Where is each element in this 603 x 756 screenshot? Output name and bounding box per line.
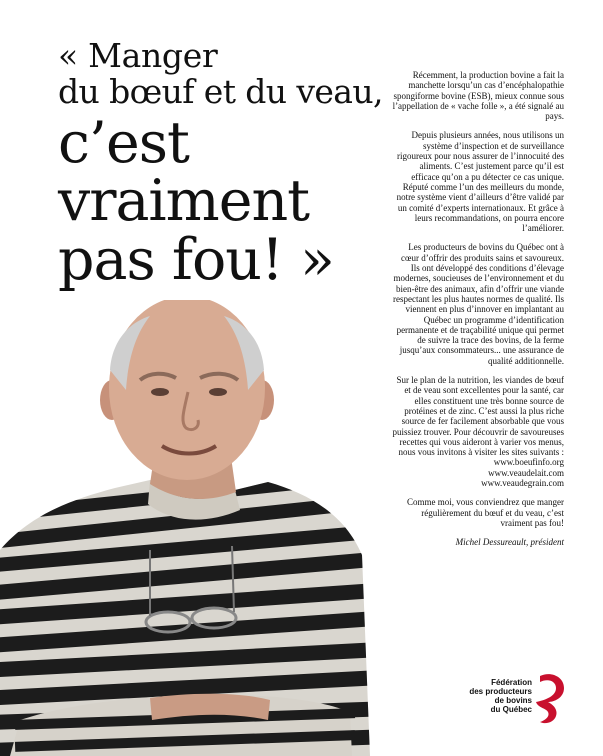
- logo-line-1: Fédération: [491, 678, 532, 687]
- headline-line-3: c’est: [58, 110, 189, 176]
- logo-text: [462, 678, 532, 714]
- paragraph-inspection: Depuis plusieurs années, nous utilisons un système d’inspection et de surveillance rigoureux pour nous assurer de l’innocuité des aliments. C’est justement parce qu’il est efficace qu’on a pu détecter ce cas unique. Réputé comme l’un des meilleurs du monde, notre système vient d’ailleurs d’être validé par un comité d’experts internationaux. Et grâce à leurs recommandations, on pourra encore l’améliorer.: [396, 130, 564, 234]
- logo-line-3: de bovins: [494, 696, 532, 705]
- logo-line-4: du Québec: [490, 705, 532, 714]
- bovine-head-logo-icon: [534, 672, 568, 726]
- paragraph-nutrition: [392, 375, 564, 488]
- headline-line-2: du bœuf et du veau,: [58, 72, 383, 111]
- website-link-veaudelait[interactable]: www.veaudelait.com: [488, 467, 564, 478]
- nutrition-text: Sur le plan de la nutrition, les viandes de bœuf et de veau sont excellentes pour la santé, car elles constituent une très bonne source de protéines et de zinc. C’est aussi la plus riche source de fer facilement absorbable que vous puissiez trouver. Pour découvrir de savoureuses recettes qui vous aideront à varier vos menus, nous vous invitons à visiter les sites suivants :: [392, 375, 564, 458]
- headline-line-4: vraiment: [58, 168, 310, 234]
- paragraph-producers: Les producteurs de bovins du Québec ont à cœur d’offrir des produits sains et savoureux. Ils ont développé des conditions d’élevage modernes, soucieuses de l’environnement et du bien-être des animaux, afin d’offrir une viande respectant les plus hautes normes de qualité. Ils viennent en plus d’innover en implantant au Québec un programme d’identification permanente et de traçabilité unique qui permet de suivre la trace des bovins, de la ferme jusqu’aux consommateurs... une assurance de qualité additionnelle.: [393, 242, 564, 366]
- headline: [58, 36, 388, 293]
- federation-logo: [462, 672, 572, 732]
- headline-line-1: « Manger: [58, 36, 218, 75]
- website-link-veaudegrain[interactable]: www.veaudegrain.com: [481, 477, 564, 488]
- portrait-photo: [0, 300, 380, 756]
- paragraph-intro: Récemment, la production bovine a fait la manchette lorsqu’un cas d’encéphalopathie spongiforme bovine (ESB), mieux connue sous l’appellation de « vache folle », a été signalé au pays.: [392, 70, 564, 122]
- signature: Michel Dessureault, président: [455, 537, 564, 548]
- website-link-boeufinfo[interactable]: www.boeufinfo.org: [493, 457, 564, 468]
- headline-line-5: pas fou! »: [58, 227, 334, 293]
- body-text-column: [392, 70, 564, 556]
- paragraph-conclusion: Comme moi, vous conviendrez que manger régulièrement du bœuf et du veau, c’est vraiment pas fou!: [407, 497, 564, 528]
- logo-line-2: des producteurs: [469, 687, 532, 696]
